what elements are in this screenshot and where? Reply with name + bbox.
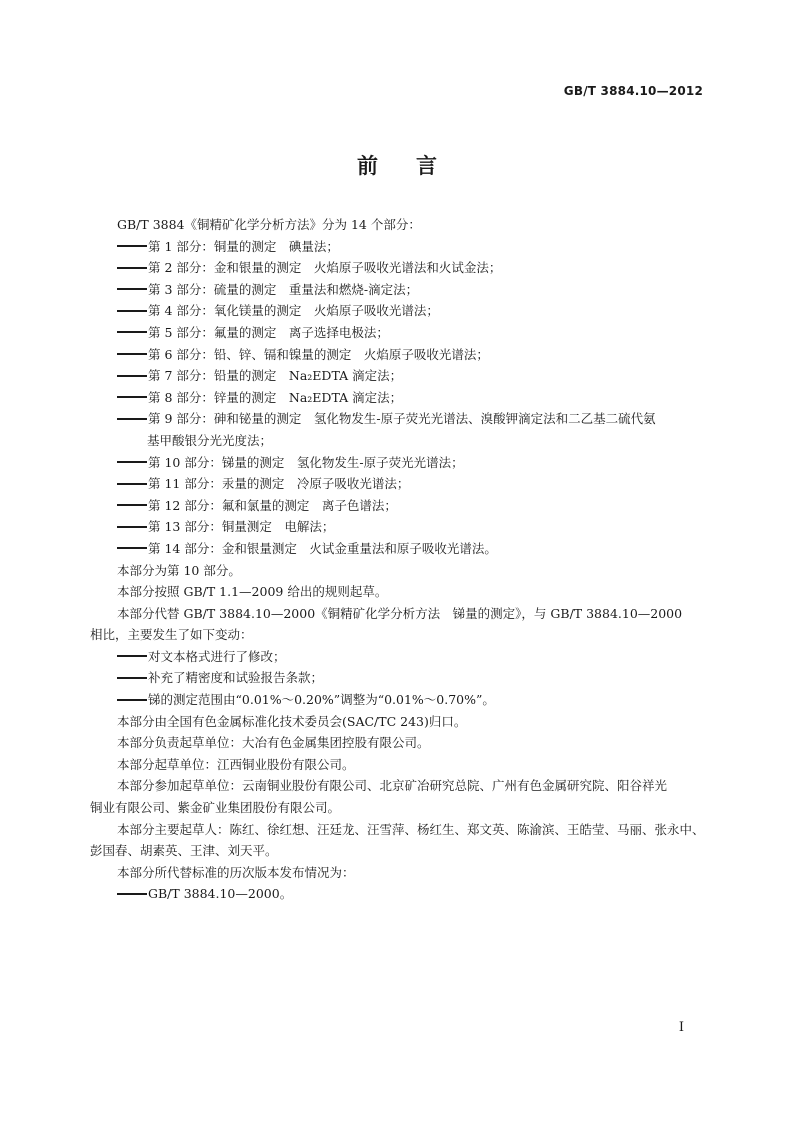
em-dash <box>117 699 147 701</box>
list-item: 第 11 部分：汞量的测定 冷原子吸收光谱法； <box>90 473 706 495</box>
standard-code: GB/T 3884.10—2012 <box>563 84 703 98</box>
list-item: 第 6 部分：铅、锌、镉和镍量的测定 火焰原子吸收光谱法； <box>90 344 706 366</box>
em-dash <box>117 245 147 247</box>
page-number: I <box>678 1020 684 1035</box>
paragraph-continuation: 彭国春、胡素英、王津、刘天平。 <box>90 843 278 859</box>
em-dash <box>117 396 147 398</box>
paragraph: 本部分负责起草单位：大冶有色金属集团控股有限公司。 <box>117 735 430 751</box>
list-item: 第 3 部分：硫量的测定 重量法和燃烧-滴定法； <box>90 279 706 301</box>
em-dash <box>117 331 147 333</box>
list-item: 第 5 部分：氟量的测定 离子选择电极法； <box>90 322 706 344</box>
em-dash <box>117 461 147 463</box>
list-item-continuation: 基甲酸银分光光度法； <box>147 432 273 448</box>
em-dash <box>117 267 147 269</box>
em-dash <box>117 526 147 528</box>
paragraph: 本部分主要起草人：陈红、徐红想、汪廷龙、汪雪萍、杨红生、郑文英、陈渝滨、王皓莹、马丽、张永中、 <box>117 821 705 837</box>
paragraph-continuation: 相比，主要发生了如下变动： <box>90 627 253 643</box>
em-dash <box>117 504 147 506</box>
em-dash <box>117 418 147 420</box>
paragraph-continuation: 铜业有限公司、紫金矿业集团股份有限公司。 <box>90 800 341 816</box>
document-body <box>90 214 706 905</box>
list-item: 第 13 部分：铜量测定 电解法； <box>90 516 706 538</box>
em-dash <box>117 547 147 549</box>
paragraph: 本部分起草单位：江西铜业股份有限公司。 <box>117 756 355 772</box>
paragraph: 本部分所代替标准的历次版本发布情况为： <box>117 864 355 880</box>
list-item: 第 1 部分：铜量的测定 碘量法； <box>90 236 706 258</box>
list-item: 对文本格式进行了修改； <box>90 646 706 668</box>
em-dash <box>117 288 147 290</box>
paragraph: 本部分为第 10 部分。 <box>117 562 241 578</box>
em-dash <box>117 483 147 485</box>
em-dash <box>117 655 147 657</box>
paragraph: GB/T 3884《铜精矿化学分析方法》分为 14 个部分： <box>117 217 421 232</box>
paragraph: 本部分参加起草单位：云南铜业股份有限公司、北京矿冶研究总院、广州有色金属研究院、阳谷祥光 <box>117 778 668 794</box>
page-title: 前言 <box>357 153 475 178</box>
paragraph: 本部分由全国有色金属标准化技术委员会(SAC/TC 243)归口。 <box>117 713 467 729</box>
list-item: 第 8 部分：锌量的测定 Na₂EDTA 滴定法； <box>90 387 706 409</box>
paragraph: 本部分代替 GB/T 3884.10—2000《铜精矿化学分析方法 锑量的测定》，与 GB/T 3884.10—2000 <box>117 605 683 621</box>
list-item: 第 2 部分：金和银量的测定 火焰原子吸收光谱法和火试金法； <box>90 257 706 279</box>
em-dash <box>117 893 147 895</box>
em-dash <box>117 353 147 355</box>
list-item: 第 12 部分：氟和氯量的测定 离子色谱法； <box>90 495 706 517</box>
list-item: 第 10 部分：锑量的测定 氢化物发生-原子荧光光谱法； <box>90 452 706 474</box>
list-item: 第 4 部分：氧化镁量的测定 火焰原子吸收光谱法； <box>90 300 706 322</box>
paragraph: 本部分按照 GB/T 1.1—2009 给出的规则起草。 <box>117 584 388 600</box>
em-dash <box>117 375 147 377</box>
list-item: 第 7 部分：铅量的测定 Na₂EDTA 滴定法； <box>90 365 706 387</box>
list-item: GB/T 3884.10—2000。 <box>90 883 706 905</box>
list-item: 补充了精密度和试验报告条款； <box>90 667 706 689</box>
list-item: 第 9 部分：砷和铋量的测定 氢化物发生-原子荧光光谱法、溴酸钾滴定法和二乙基二硫代氨 <box>90 408 706 430</box>
list-item: 锑的测定范围由“0.01%～0.20%”调整为“0.01%～0.70%”。 <box>90 689 706 711</box>
em-dash <box>117 310 147 312</box>
em-dash <box>117 677 147 679</box>
list-item: 第 14 部分：金和银量测定 火试金重量法和原子吸收光谱法。 <box>90 538 706 560</box>
